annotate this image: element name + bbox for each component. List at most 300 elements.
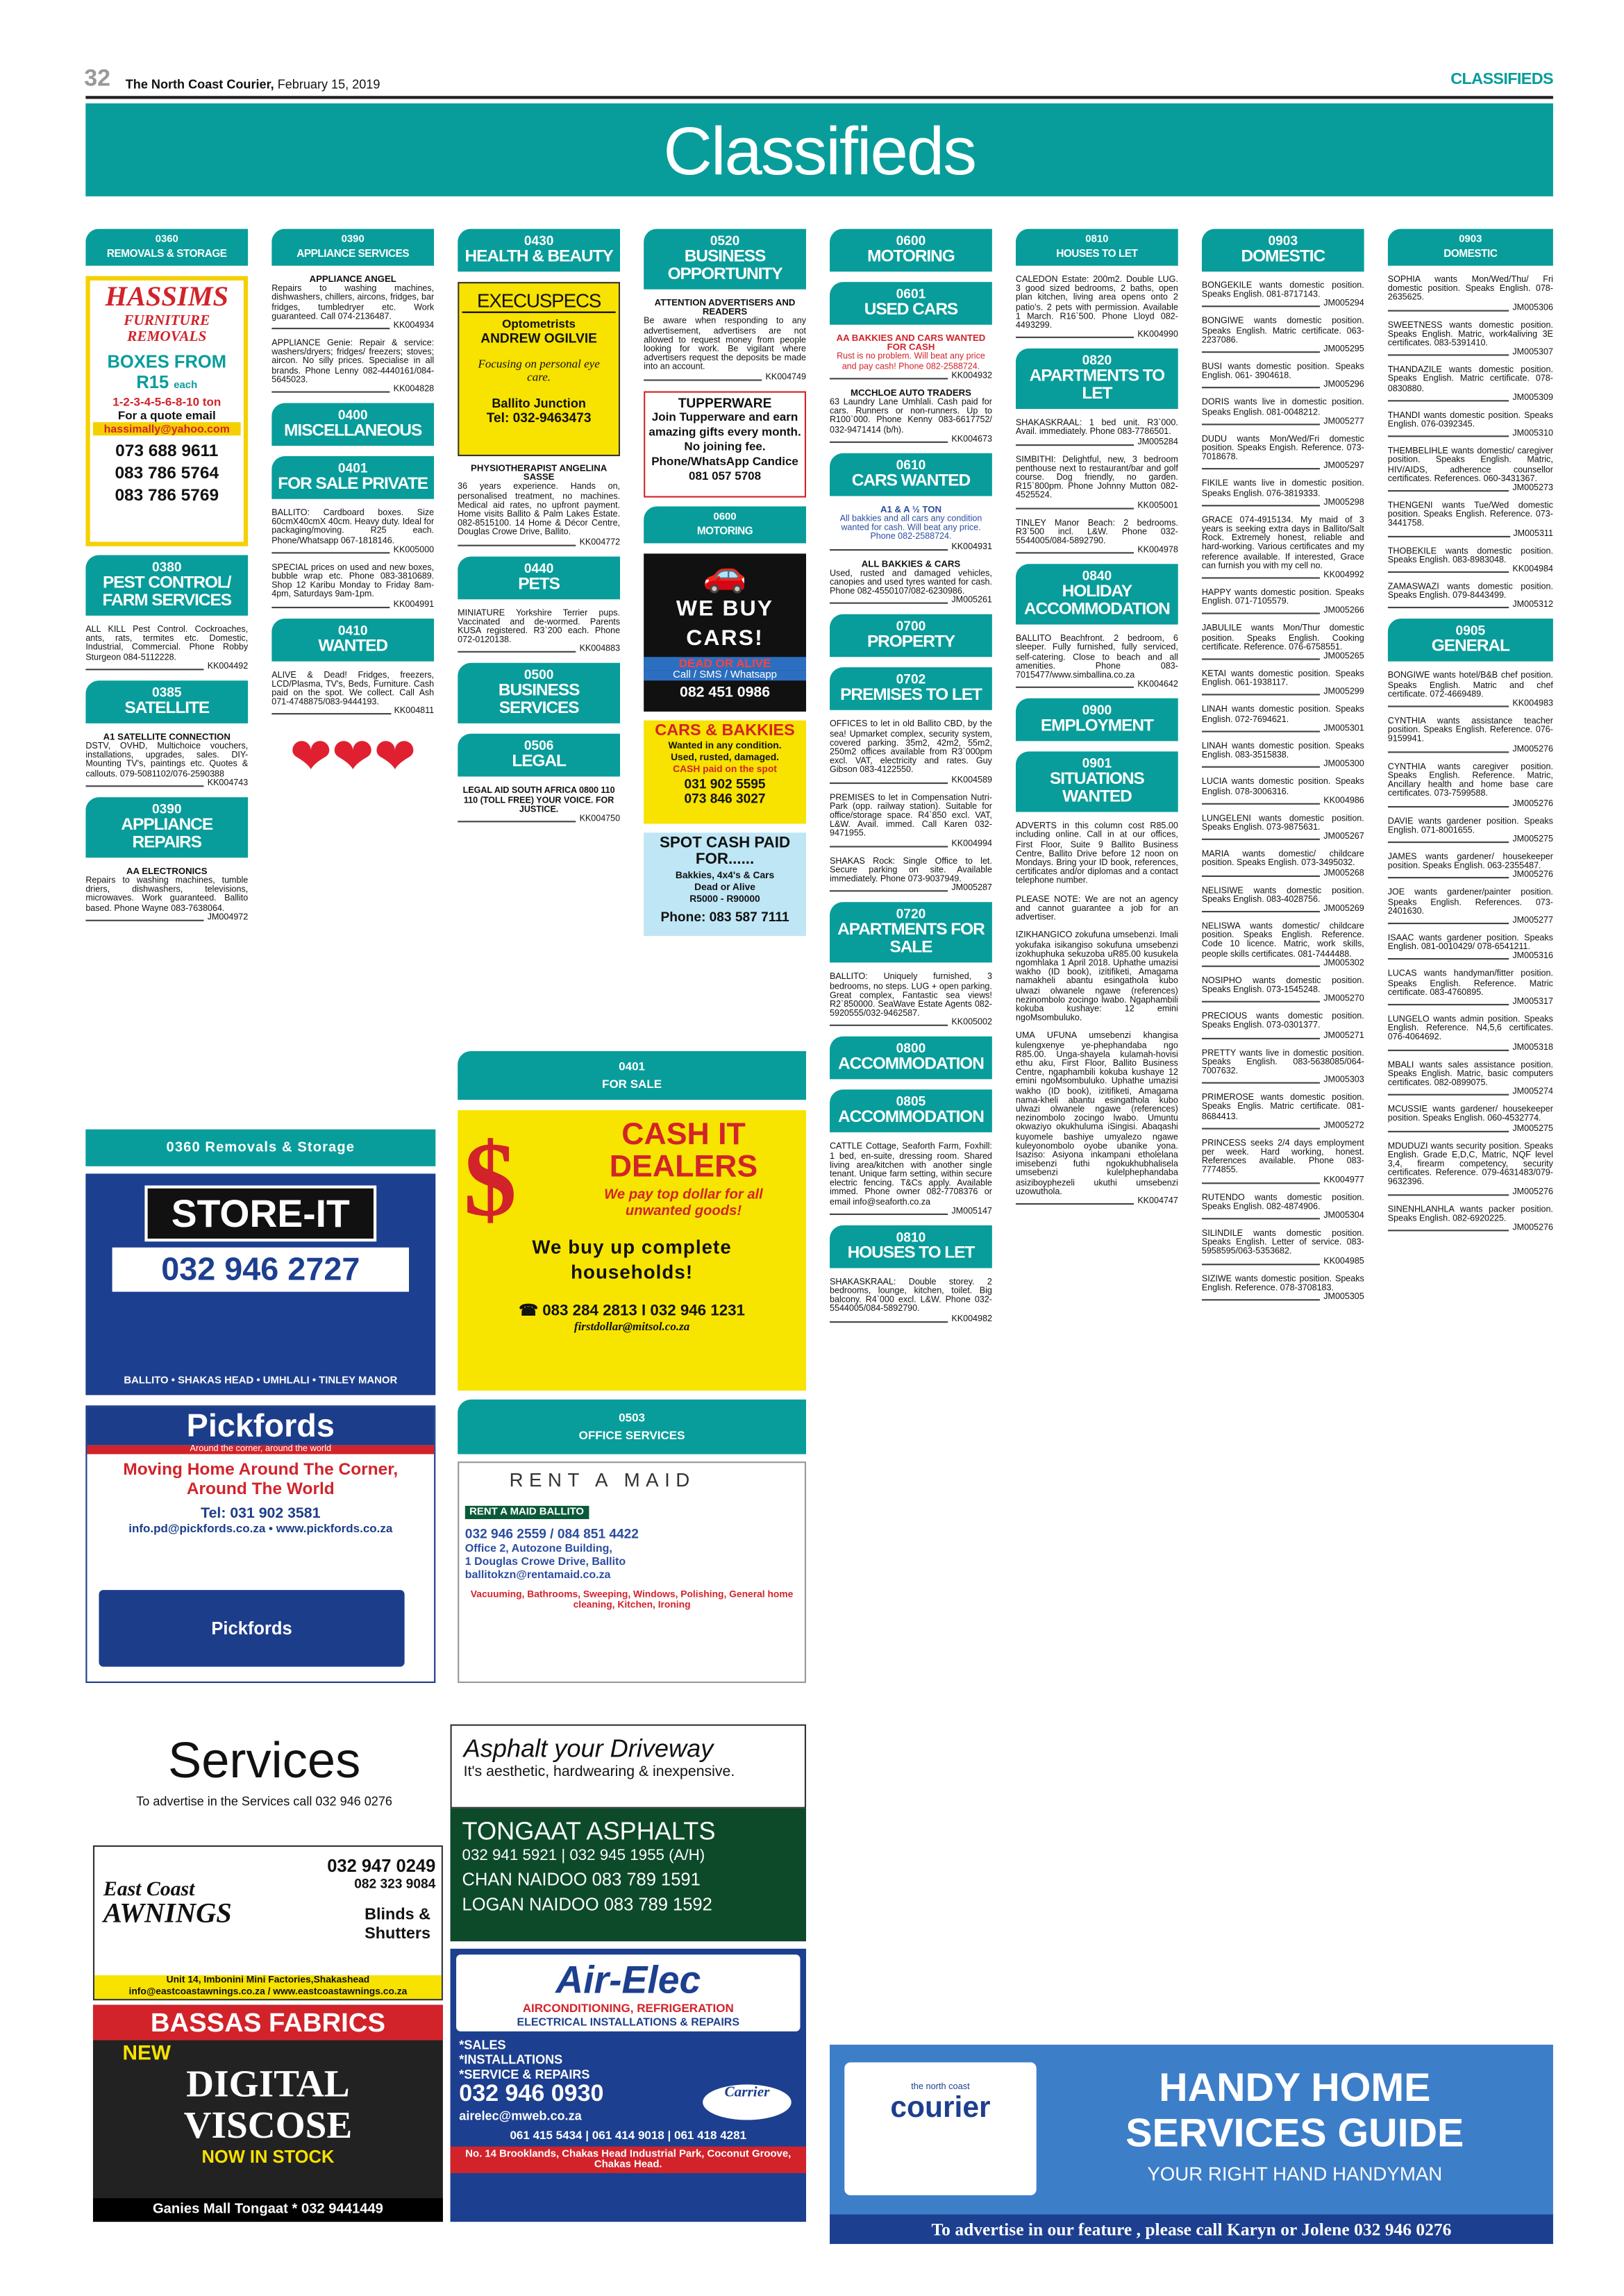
ad-reference [1202,462,1364,471]
classified-ad [1202,625,1364,661]
section-code: 0601 [896,286,926,301]
ad-text: SHAKASKRAAL: 1 bed unit. R3`000. Avail. immediately. Phone 083-7786501. [1015,419,1178,438]
section-code: 0385 [151,685,182,700]
ad-text: ALIVE & Dead! Fridges, freezers, LCD/Plasma, TV's, Beds, Furniture. Cash paid on the spot. We collect. Call Ash 071-4748875/083-9444193. [271,671,435,708]
column-7 [1202,229,1364,2038]
ad-ref-code: JM005309 [1512,394,1553,403]
bassas-address: Ganies Mall Tongaat * 032 9441449 [93,2198,443,2222]
ad-ref-code: JM005277 [1323,417,1364,427]
services-title: Services [168,1733,361,1790]
phone: 083 786 5764 [115,464,219,483]
section-header-0390 [271,229,434,266]
ad-text: HAPPY wants domestic position. Speaks English. 071-7105579. [1201,589,1364,607]
ad-reference [1202,1257,1364,1266]
tongaat-asphalts-ad [451,1809,806,1941]
section-code: 0390 [341,235,365,245]
address: Office 2, Autozone Building, [464,1541,612,1555]
handy-home: HANDY HOME [1159,2065,1431,2110]
section-header-0600 [830,229,992,272]
classified-ad [1202,1193,1364,1221]
ad-text: SINENHLANHLA wants packer position. Speaks English. 082-6920225. [1387,1205,1553,1224]
ad-text: MBALI wants sales assistance position. Speaks English. Matric, basic computers certificates. 082-0899075. [1387,1060,1553,1089]
ad-reference [830,1207,992,1216]
classified-ad [1388,817,1553,844]
classified-ad [1016,276,1178,340]
section-header-0360 [85,229,248,266]
ad-reference [1202,1212,1364,1221]
section-title: OFFICE SERVICES [578,1429,685,1443]
dollar-icon: $ [463,1120,517,1239]
section-header-0903 [1202,229,1364,272]
section-header-0702 [830,668,992,711]
boxes-from: BOXES FROM [107,351,227,372]
ad-text: LUCAS wants handyman/fitter position. Speaks English. Reference. Matric certificate. 083-4760895. [1387,970,1553,998]
ad-reference [1202,725,1364,734]
classified-ad [1202,517,1364,580]
classified-ad [1202,1094,1364,1130]
ad-reference [1202,498,1364,508]
section-code: 0440 [524,560,554,576]
car-icon: 🚗 [703,554,747,595]
blinds-shutters: Blinds & Shutters [365,1906,431,1943]
classified-ad [458,609,620,655]
store-it-logo: STORE-IT [144,1185,376,1241]
truck-sizes: 1-2-3-4-5-6-8-10 ton [112,395,221,410]
ad-text: All bakkies and all cars any condition wanted for cash. Will beat any price. Phone 082-2588724. [839,515,982,543]
ad-ref-code: JM005275 [1512,835,1553,845]
ad-ref-code: KK004990 [1137,330,1178,340]
ad-ref-code: JM005284 [1137,437,1178,447]
ad-reference [85,914,248,923]
classified-ad [1202,480,1364,508]
ad-reference [1016,438,1178,447]
handy-home-services-ad [830,2045,1553,2244]
ad-text: THANDI wants domestic position. Speaks English. 076-0392345. [1387,411,1553,430]
ad-ref-code: KK004986 [1323,796,1364,806]
tagline: YOUR RIGHT HAND HANDYMAN [1147,2163,1443,2186]
ad-text: ADVERTS in this column cost R85.00 including online. Call in at our offices, First Floor, Suite 9 Ballito Business Centre, Ballito Drive before 12 noon on Mondays. Bring your ID book, references, certificates and/or diplomas and a contact telephone number. [1015,822,1178,887]
ad-ref-code: KK004983 [1512,700,1553,709]
section-header-0810 [1016,229,1178,266]
ad-text: NELISWA wants domestic/ childcare position. Speaks English. Reference. Code 10 licence. Matric, work skills, people skills certificates. 081-7444488. [1201,922,1364,960]
section-title: WANTED [318,637,388,655]
ad-text: RUTENDO wants domestic position. Speaks English. 082-4874906. [1201,1193,1364,1212]
section-code: 0702 [896,672,926,687]
section-title: BUSINESS OPPORTUNITY [667,248,782,284]
ad-reference [1202,381,1364,390]
ad-reference [1388,1188,1553,1197]
optometrist-name: ANDREW OGILVIE [480,330,597,346]
ad-ref-code: JM004972 [207,913,249,923]
east-coast-awnings-ad [93,1845,443,2000]
condition-line: Wanted in any condition. [668,740,782,751]
section-header-0901 [1016,752,1178,812]
address: 1 Douglas Crowe Drive, Ballito [464,1555,626,1568]
ad-text: BONGEKILE wants domestic position. Speaks English. 081-8717143. [1201,282,1364,301]
ad-text: MDUDUZI wants security position. Speaks English. Grade E,D,C, Matric, NQF level 3,4, firearm competency, security certificates. Reference. 079-4631483/079-9632396. [1387,1141,1553,1188]
now-in-stock: NOW IN STOCK [201,2146,335,2168]
ad-reference [1016,546,1178,555]
email[interactable]: ballitokzn@rentamaid.co.za [464,1568,611,1582]
section-code: 0700 [896,619,926,635]
contact-methods: Call / SMS / Whatsapp [644,670,806,680]
phones: 032 941 5921 | 032 945 1955 (A/H) [462,1847,705,1865]
cars-bakkies-title: CARS & BAKKIES [655,721,795,739]
column-2 [271,229,434,1122]
ad-reference [1388,953,1553,962]
phone: 032 947 0249 [327,1855,436,1877]
section-code: 0506 [524,739,554,754]
tongaat-name: TONGAAT ASPHALTS [462,1817,716,1845]
section-title: HEALTH & BEAUTY [464,248,613,266]
section-code: 0600 [896,233,926,249]
cash-line: CASH paid on the spot [673,764,777,775]
ad-text: LUNGELENI wants domestic position. Speaks English. 073-9875631. [1201,814,1364,833]
ad-text: SOPHIA wants Mon/Wed/Thu/ Fri domestic position. Speaks English. 078-2635625. [1387,276,1553,303]
ad-ref-code: JM005317 [1512,998,1553,1007]
ad-ref-code: JM005307 [1512,349,1553,358]
ad-text: OFFICES to let in old Ballito CBD, by the sea! Upmarket complex, security system, covered parking. 35m2, 42m2, 55m2, 250m2 offices available from R3`000pm excl. VAT, electricity and rates. Guy Gibson 083-4122550. [830,721,992,776]
classified-ad [1016,455,1178,510]
classified-ad [1202,706,1364,733]
ad-ref-code: JM005300 [1323,760,1364,770]
ad-reference [830,885,992,894]
ad-text: SPECIAL prices on used and new boxes, bubble wrap etc. Phone 083-3810689. Shop 12 Karibu Monday to Friday 8am-4pm, Saturdays 9am-1pm. [271,563,435,601]
ad-ref-code: KK005002 [951,1019,992,1028]
ad-reference [271,385,434,394]
section-code: 0410 [337,622,368,637]
ad-ref-code: JM005297 [1323,462,1364,472]
section-title: GENERAL [1431,638,1509,657]
ad-ref-code: KK004932 [951,371,992,381]
section-header-0440 [458,556,620,599]
classified-ad [1016,519,1178,555]
ad-text: THENGENI wants Tue/Wed domestic position. Speaks English. Reference. 073-3441758. [1387,502,1553,530]
ad-text: SHAKAS Rock: Single Office to let. Secure parking on site. Available immediately. Phone 073-9037949. [830,857,992,885]
classified-ad [1388,367,1553,403]
section-code: 0520 [710,233,740,249]
cash-it-dealers-ad [458,1110,806,1391]
classified-ad [85,626,248,672]
section-header-0840 [1016,564,1178,625]
ad-reference [1016,681,1178,690]
classified-ad [1388,971,1553,1007]
tagline: Focusing on personal eye care. [478,357,600,384]
classified-ad [1388,502,1553,538]
ad-reference [1388,835,1553,844]
ad-heading: PHYSIOTHERAPIST ANGELINA SASSE [471,463,608,483]
section-title: REMOVALS & STORAGE [106,246,227,260]
ad-ref-code: KK004642 [1137,680,1178,690]
ad-text: BUSI wants domestic position. Speaks English. 061- 3904618. [1201,363,1364,382]
section-code: 0401 [619,1059,645,1073]
section-header-0700 [830,615,992,658]
section-header-0500 [458,664,620,724]
classified-ad [1202,850,1364,878]
ad-text: 36 years experience. Hands on, personalised treatment, no machines. Medical aid rates, no upfront payment. Home visits Ballito & Palm Lakes Estate. 082-8515100. 14 Home & Décor Centre, Douglas Crowe Drive, Ballito. [458,483,621,538]
banner-title: Classifieds [663,111,976,189]
column-5 [830,229,992,2038]
spot-cash-title: SPOT CASH PAID FOR...... [659,833,791,868]
ad-ref-code: JM005294 [1323,300,1364,310]
price-range: R5000 - R90000 [689,894,760,905]
ad-reference [1202,607,1364,617]
ad-text: BONGIWE wants hotel/B&B chef position. Speaks English. Matric and chef certificate. 072-4669489. [1387,672,1553,700]
store-it-phone: 032 946 2727 [112,1248,409,1292]
ad-heading: A1 SATELLITE CONNECTION [103,732,231,743]
classified-ad [271,340,434,394]
email[interactable]: airelec@mweb.co.za [459,2108,582,2123]
ad-text: GRACE 074-4915134. My maid of 3 years is seeking extra days in Ballito/Salt Rock. Extremely honest, reliable and hard-working. Various certificates and my reference available. If interested, Grace can furnish you with my cell no. [1201,516,1364,571]
hassims-email[interactable]: hassimally@yahoo.com [93,422,241,435]
ad-ref-code: KK004883 [579,646,621,655]
rent-a-maid-logo: RENT A MAID [509,1468,696,1491]
pickfords-headline: Moving Home Around The Corner, Around The World [123,1461,399,1499]
ad-ref-code: KK005001 [1137,501,1178,510]
classified-ad [1388,448,1553,494]
section-code: 0610 [896,457,926,473]
ad-reference [1388,530,1553,539]
ad-ref-code: JM005296 [1323,381,1364,391]
ad-text: SIMBITHI: Delightful, new, 3 bedroom penthouse next to restaurant/bar and golf course. Dog friendly, no garden. R15`800pm. Phone Johnny Mutton 082-4525524. [1015,455,1178,501]
phone: 083 786 5769 [115,487,219,505]
section-title: PETS [518,575,560,593]
ad-reference [1388,566,1553,575]
ad-ref-code: KK004991 [393,600,435,610]
phone: 032 946 0930 [459,2081,604,2107]
classified-ad [271,671,434,717]
services-guide: SERVICES GUIDE [1125,2111,1464,2156]
ad-text: DUDU wants Mon/Wed/Fri domestic position. Speaks Engish. Reference. 073-7018678. [1201,435,1364,463]
classified-ad [1202,671,1364,698]
section-title: USED CARS [864,301,958,319]
ad-reference [1016,501,1178,510]
price-each: each [174,380,198,392]
cash-it-email[interactable]: firstdollar@mitsol.co.za [574,1319,690,1334]
ad-reference [1202,1031,1364,1040]
section-label: CLASSIFIEDS [1450,71,1553,89]
ad-ref-code: JM005312 [1512,601,1553,611]
section-title: DOMESTIC [1241,248,1325,266]
paper-dateline [126,77,380,92]
section-code: 0380 [151,559,182,575]
classified-ad [1388,1205,1553,1232]
classified-ad [271,276,434,331]
section-header-0905 [1388,619,1553,662]
ad-reference [458,815,620,824]
phone: 073 846 3027 [684,790,766,806]
ad-text: PREMISES to let in Compensation Nutri-Park (opp. railway station). Suitable for office/storage space. R4`850 excl. VAT, L&W. Avail. immed. Call Karen 032-9471955. [830,794,992,839]
ad-text: MINIATURE Yorkshire Terrier pups. Vaccinated and de-wormed. Parents KUSA registered. R3`200 each. Phone 072-0120138. [458,609,621,646]
section-code: 0400 [337,407,368,423]
ad-text: KETAI wants domestic position. Speaks English. 061-1938117. [1201,670,1364,689]
hassims-removals-ad [85,276,248,546]
ad-reference [1202,1293,1364,1302]
classified-ad [1202,282,1364,309]
ad-text: Rust is no problem. Will beat any price and pay cash! Phone 082-2588724. [837,353,985,372]
asphalt-title: Asphalt your Driveway [463,1734,714,1763]
classified-ad [830,389,992,444]
ad-text: NOSIPHO wants domestic position. Speaks English. 073-1545248. [1201,977,1364,996]
ad-ref-code: KK004743 [207,779,249,789]
issue-date: February 15, 2019 [277,76,380,92]
classified-ad [1388,1106,1553,1133]
ad-reference [458,538,620,547]
section-code: 0800 [896,1041,926,1057]
ad-reference [1016,331,1178,340]
viscose: VISCOSE [183,2104,353,2147]
ad-text: UMA UFUNA umsebenzi khangisa kulengxenye ye-phephandaba ngo R85.00. Unga-shayela kulamah-hovisi ethu aku, First Floor, Ballito Business Centre, ngaphambili kokuba kushaye 12 emini ngoMsombuluko. Uphathe umazisi wakho (ID book), izitifiketi, Amagama nama-kheli abantu esingathola kubo ulwazi olwanele ngawe (references) nezinombolo zocingo lwabo. Umuntu okwaziyo okukhuluma iSingisi. Abaqashi kuyomele bashiye umyalezo ngawe kuleyonombolo oyobe ubanike yona. Isaziso: Asiyona inkampani etholelana imisebenzi futhi ngokukhubhalisela umsebenzi kulelphephandaba asiziboyphezeli ukuthi umsebenzi uzowuthola. [1015,1032,1178,1198]
telephone: Tel: 032-9463473 [486,410,592,426]
awnings-name: AWNINGS [103,1898,232,1930]
classified-ad [1388,1016,1553,1052]
ad-reference [1202,761,1364,770]
section-header-0401 [271,456,434,499]
section-title: CARS WANTED [851,472,971,490]
pickfords-web[interactable]: info.pd@pickfords.co.za • www.pickfords.co.za [128,1522,393,1536]
vehicle-types: Bakkies, 4x4's & Cars [675,870,775,881]
section-code: 0430 [524,233,554,249]
digital: DIGITAL [186,2062,350,2106]
section-header-0520 [644,229,806,290]
ad-text: SIZIWE wants domestic position. Speaks English. Reference. 078-3708183. [1201,1275,1364,1293]
ad-ref-code: JM005269 [1323,905,1364,914]
ad-ref-code: JM005310 [1512,430,1553,439]
ad-reference [1202,571,1364,580]
section-header-0601 [830,282,992,325]
ad-text: BONGIWE wants domestic position. Speaks English. Matric certificate. 063-2237086. [1201,318,1364,346]
ad-text: SWEETNESS wants domestic position. Speaks English. Matric, work4aliving 3E certificates. 083-5391410. [1387,321,1553,349]
ad-text: JOE wants gardener/painter position. Speaks English. References. 073-2401630. [1387,889,1553,916]
section-header-0385 [85,680,248,723]
ad-ref-code: KK004673 [951,435,992,444]
ad-text: CYNTHIA wants caregiver position. Speaks English. Reference. Matric, Ancillary health and home base care certificates. 073-7599588. [1387,762,1553,799]
ad-reference [1202,832,1364,841]
classified-ad [1202,363,1364,390]
ad-ref-code: KK004992 [1323,571,1364,580]
pickfords-ad [85,1405,435,1683]
ad-ref-code: JM005268 [1323,869,1364,878]
classified-ad [1388,672,1553,708]
section-header-0800 [830,1037,992,1080]
ad-ref-code: JM005301 [1323,724,1364,734]
dead-or-alive: DEAD OR ALIVE [644,656,806,669]
classified-ad [1016,419,1178,446]
ad-ref-code: KK004747 [1137,1197,1178,1207]
ad-ref-code: JM005276 [1512,1187,1553,1197]
ad-ref-code: JM005261 [951,597,992,606]
classified-ad [1202,318,1364,354]
air-elec-ad [451,1949,806,2222]
section-title: APARTMENTS FOR SALE [837,921,985,957]
paper-name: The North Coast Courier, [125,76,274,92]
ad-ref-code: JM005276 [1512,871,1553,880]
section-code: 0810 [1085,235,1109,245]
removals-storage-header: 0360 Removals & Storage [85,1130,435,1166]
classified-ad [1016,823,1178,887]
web[interactable]: info@eastcoastawnings.co.za / www.eastcoastawnings.co.za [128,1987,408,1997]
bassas-name: BASSAS FABRICS [93,2005,443,2041]
cash-it: CASH IT [621,1117,746,1152]
classified-ad [458,465,620,547]
ad-ref-code: JM005302 [1323,959,1364,969]
ad-text: IZIKHANGICO zokufuna umsebenzi. Imali yokufaka isikangiso sokufuna umsebenzi izokhuphuka sekuzoba uR85.00 kusukela ngomhlaka 1 April 2018. Uphathe umazisi wakho (ID book), izitifiketi, Amagama namakheli abantu esingathola kubo ulwazi olwanele ngawe (references) nezinombolo zocingo lwabo. Ngaphambili kokuba kushaye: 12 emini ngoMsombuluko. [1015,932,1178,1023]
ad-reference [1202,346,1364,355]
ad-text: ALL KILL Pest Control. Cockroaches, ants, rats, termites etc. Domestic, Industrial, Commercial. Phone Robby Sturgeon 084-5112228. [85,626,249,662]
classified-ad [1202,887,1364,914]
ad-ref-code: JM005275 [1512,1124,1553,1134]
ad-reference [830,371,992,380]
section-title: MISCELLANEOUS [284,422,422,440]
ad-reference [830,839,992,848]
section-title: HOUSES TO LET [847,1243,975,1262]
classified-ad [85,868,248,923]
section-title: MOTORING [696,523,753,537]
ad-ref-code: JM005287 [951,885,992,894]
section-title: PREMISES TO LET [840,687,982,705]
section-header-0430 [458,229,620,272]
hassims-sub: FURNITURE REMOVALS [124,312,210,346]
ad-reference [1388,1043,1553,1052]
section-header-0900 [1016,698,1178,741]
ad-ref-code: KK004589 [951,776,992,785]
ad-reference [1388,871,1553,880]
ad-reference [1388,745,1553,754]
cash-it-slogan: We pay top dollar for all unwanted goods! [604,1187,763,1220]
ad-text: DAVIE wants gardener position. Speaks English. 071-8001655. [1387,816,1553,835]
ad-reference [1388,303,1553,312]
sales: *SALES [459,2037,506,2052]
section-code: 0903 [1459,235,1482,245]
section-title: LEGAL [512,753,566,771]
cash-it-phones: ☎ 083 284 2813 I 032 946 1231 [519,1302,745,1320]
tupperware-logo: TUPPERWARE [678,395,772,410]
section-title: FOR SALE PRIVATE [278,475,428,494]
classified-ad [1016,635,1178,690]
ad-text: TINLEY Manor Beach: 2 bedrooms. R3`500 incl. L&W. Phone 032-5544005/084-5892790. [1015,519,1178,546]
ad-ref-code: JM005276 [1512,1223,1553,1233]
classified-ad [1202,1049,1364,1085]
ad-ref-code: KK004934 [393,321,435,331]
classified-ad [1388,889,1553,925]
store-it-locations: BALLITO • SHAKAS HEAD • UMHLALI • TINLEY MANOR [124,1375,398,1386]
ad-text: MCUSSIE wants gardener/ housekeeper position. Speaks English. 060-4532774. [1387,1105,1553,1124]
cars-bakkies-ad [644,720,806,823]
pickfords-logo: Pickfords [87,1407,434,1445]
section-title: MOTORING [867,248,955,266]
classified-ad [1202,977,1364,1004]
ad-reference [1388,700,1553,709]
ad-reference [1388,998,1553,1007]
courier-logo: courier [890,2092,991,2125]
classified-ad [1388,412,1553,439]
ad-reference [271,601,434,610]
ad-ref-code: KK004931 [951,542,992,552]
ad-ref-code: JM005305 [1323,1293,1364,1302]
advertise-footer: To advertise in our feature , please call Karyn or Jolene 032 946 0276 [830,2215,1553,2245]
ad-text: FIKILE wants live in domestic position. Speaks English. 076-3819333. [1201,480,1364,498]
section-title: EMPLOYMENT [1040,717,1153,736]
section-title: SITUATIONS WANTED [1050,771,1144,807]
ad-text: JABULILE wants Mon/Thur domestic position. Speaks English. Cooking certificate. Reference. 076-6758551. [1201,625,1364,653]
ad-ref-code: JM005295 [1323,345,1364,355]
ad-reference [1202,1122,1364,1131]
section-code: 0810 [896,1229,926,1244]
ad-reference [1388,1224,1553,1233]
ad-reference [644,373,806,382]
ad-text: PLEASE NOTE: We are not an agency and cannot guarantee a job for an advertiser. [1015,896,1178,923]
tupperware-text: Join Tupperware and earn amazing gifts every month. No joining fee. Phone/WhatsApp Candice 081 057 5708 [648,410,801,483]
